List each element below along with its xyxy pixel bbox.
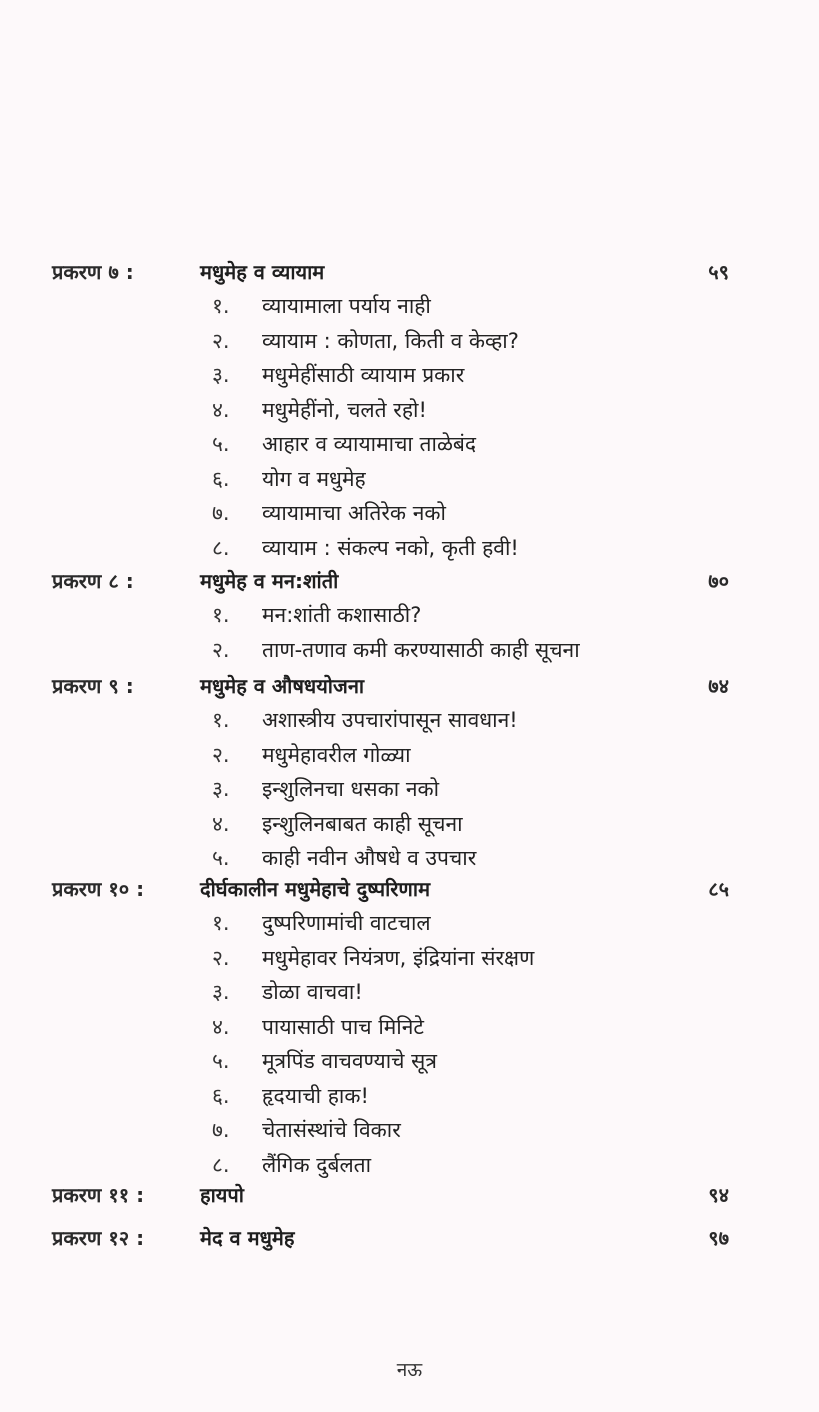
section-number: ६. [212, 1083, 230, 1108]
section-title: मूत्रपिंड वाचवण्याचे सूत्र [262, 1049, 437, 1073]
section-item [0, 810, 819, 845]
section-number: १. [212, 708, 230, 732]
section-list [0, 292, 819, 568]
chapter-heading [0, 672, 819, 706]
section-item [0, 465, 819, 500]
section-list [0, 601, 819, 670]
section-title: इन्शुलिनबाबत काही सूचना [262, 811, 463, 836]
section-title: व्यायामाला पर्याय नाही [262, 294, 431, 318]
chapter-label: प्रकरण ७ : [52, 260, 134, 284]
section-number: १. [212, 911, 230, 935]
chapter-8 [0, 567, 819, 670]
section-item [0, 327, 819, 362]
chapter-label: प्रकरण ११ : [52, 1183, 145, 1207]
section-number: ६. [212, 466, 230, 491]
section-title: व्यायामाचा अतिरेक नको [262, 501, 446, 525]
section-title: मन:शांती कशासाठी? [262, 603, 422, 627]
chapter-heading [0, 1181, 819, 1215]
section-item [0, 361, 819, 396]
section-item [0, 636, 819, 671]
section-number: ३. [212, 980, 230, 1004]
chapter-page-number: ५९ [708, 260, 729, 284]
chapter-9 [0, 672, 819, 879]
section-list [0, 909, 819, 1185]
chapter-heading [0, 567, 819, 601]
chapter-page-number: ९७ [708, 1226, 729, 1250]
section-title: मधुमेहींसाठी व्यायाम प्रकार [262, 363, 465, 387]
chapter-page-number: ८५ [708, 877, 729, 901]
chapter-heading [0, 875, 819, 909]
chapter-7 [0, 258, 819, 568]
section-number: १. [212, 294, 230, 318]
section-title: मधुमेहींनो, चलते रहो! [262, 397, 427, 422]
chapter-11 [0, 1181, 819, 1215]
section-item [0, 534, 819, 569]
section-item [0, 601, 819, 636]
section-list [0, 706, 819, 879]
section-item [0, 1116, 819, 1151]
section-number: ८. [212, 1152, 230, 1177]
chapter-page-number: ७० [708, 569, 729, 593]
section-item [0, 706, 819, 741]
section-item [0, 978, 819, 1013]
section-item [0, 499, 819, 534]
chapter-page-number: ९४ [708, 1183, 729, 1207]
section-item [0, 944, 819, 979]
section-item [0, 775, 819, 810]
section-title: काही नवीन औषधे व उपचार [262, 846, 477, 870]
section-item [0, 1047, 819, 1082]
chapter-title: मधुमेह व मन:शांती [200, 569, 339, 593]
section-number: २. [212, 637, 230, 662]
section-item [0, 1013, 819, 1048]
section-number: ५. [212, 432, 230, 456]
chapter-title: मधुमेह व व्यायाम [200, 260, 325, 284]
chapter-label: प्रकरण १० : [52, 877, 145, 901]
section-title: चेतासंस्थांचे विकार [262, 1118, 401, 1142]
chapter-page-number: ७४ [708, 674, 729, 698]
chapter-label: प्रकरण १२ : [52, 1226, 145, 1250]
section-item [0, 741, 819, 776]
section-item [0, 909, 819, 944]
section-number: ८. [212, 535, 230, 560]
section-title: पायासाठी पाच मिनिटे [262, 1014, 424, 1039]
section-title: ताण-तणाव कमी करण्यासाठी काही सूचना [262, 637, 580, 662]
section-item [0, 1151, 819, 1186]
chapter-heading [0, 258, 819, 292]
chapter-title: मेद व मधुमेह [200, 1226, 295, 1250]
section-number: ४. [212, 811, 230, 836]
section-number: ७. [212, 501, 230, 525]
section-item [0, 844, 819, 879]
section-title: दुष्परिणामांची वाटचाल [262, 911, 431, 935]
section-number: ४. [212, 1014, 230, 1039]
chapter-title: हायपो [200, 1183, 244, 1207]
section-number: २. [212, 742, 230, 767]
section-title: मधुमेहावरील गोळ्या [262, 742, 411, 767]
section-title: हृदयाची हाक! [262, 1083, 369, 1108]
section-number: ३. [212, 777, 230, 801]
chapter-10 [0, 875, 819, 1185]
section-title: आहार व व्यायामाचा ताळेबंद [262, 432, 477, 456]
section-title: मधुमेहावर नियंत्रण, इंद्रियांना संरक्षण [262, 945, 535, 970]
section-title: डोळा वाचवा! [262, 980, 363, 1004]
chapter-12 [0, 1224, 819, 1258]
section-number: ३. [212, 363, 230, 387]
section-item [0, 292, 819, 327]
page-folio: नऊ [396, 1359, 423, 1381]
chapter-title: मधुमेह व औषधयोजना [200, 674, 365, 698]
section-title: लैंगिक दुर्बलता [262, 1152, 372, 1177]
section-number: ५. [212, 846, 230, 870]
chapter-label: प्रकरण ८ : [52, 569, 134, 593]
section-item [0, 1082, 819, 1117]
section-number: ५. [212, 1049, 230, 1073]
section-title: व्यायाम : कोणता, किती व केव्हा? [262, 328, 519, 353]
section-number: ४. [212, 397, 230, 422]
section-item [0, 396, 819, 431]
chapter-heading [0, 1224, 819, 1258]
section-item [0, 430, 819, 465]
section-title: इन्शुलिनचा धसका नको [262, 777, 440, 801]
section-number: २. [212, 328, 230, 353]
section-number: १. [212, 603, 230, 627]
section-number: २. [212, 945, 230, 970]
section-number: ७. [212, 1118, 230, 1142]
section-title: अशास्त्रीय उपचारांपासून सावधान! [262, 708, 518, 732]
section-title: योग व मधुमेह [262, 466, 366, 491]
section-title: व्यायाम : संकल्प नको, कृती हवी! [262, 535, 519, 560]
chapter-title: दीर्घकालीन मधुमेहाचे दुष्परिणाम [200, 877, 431, 901]
chapter-label: प्रकरण ९ : [52, 674, 134, 698]
